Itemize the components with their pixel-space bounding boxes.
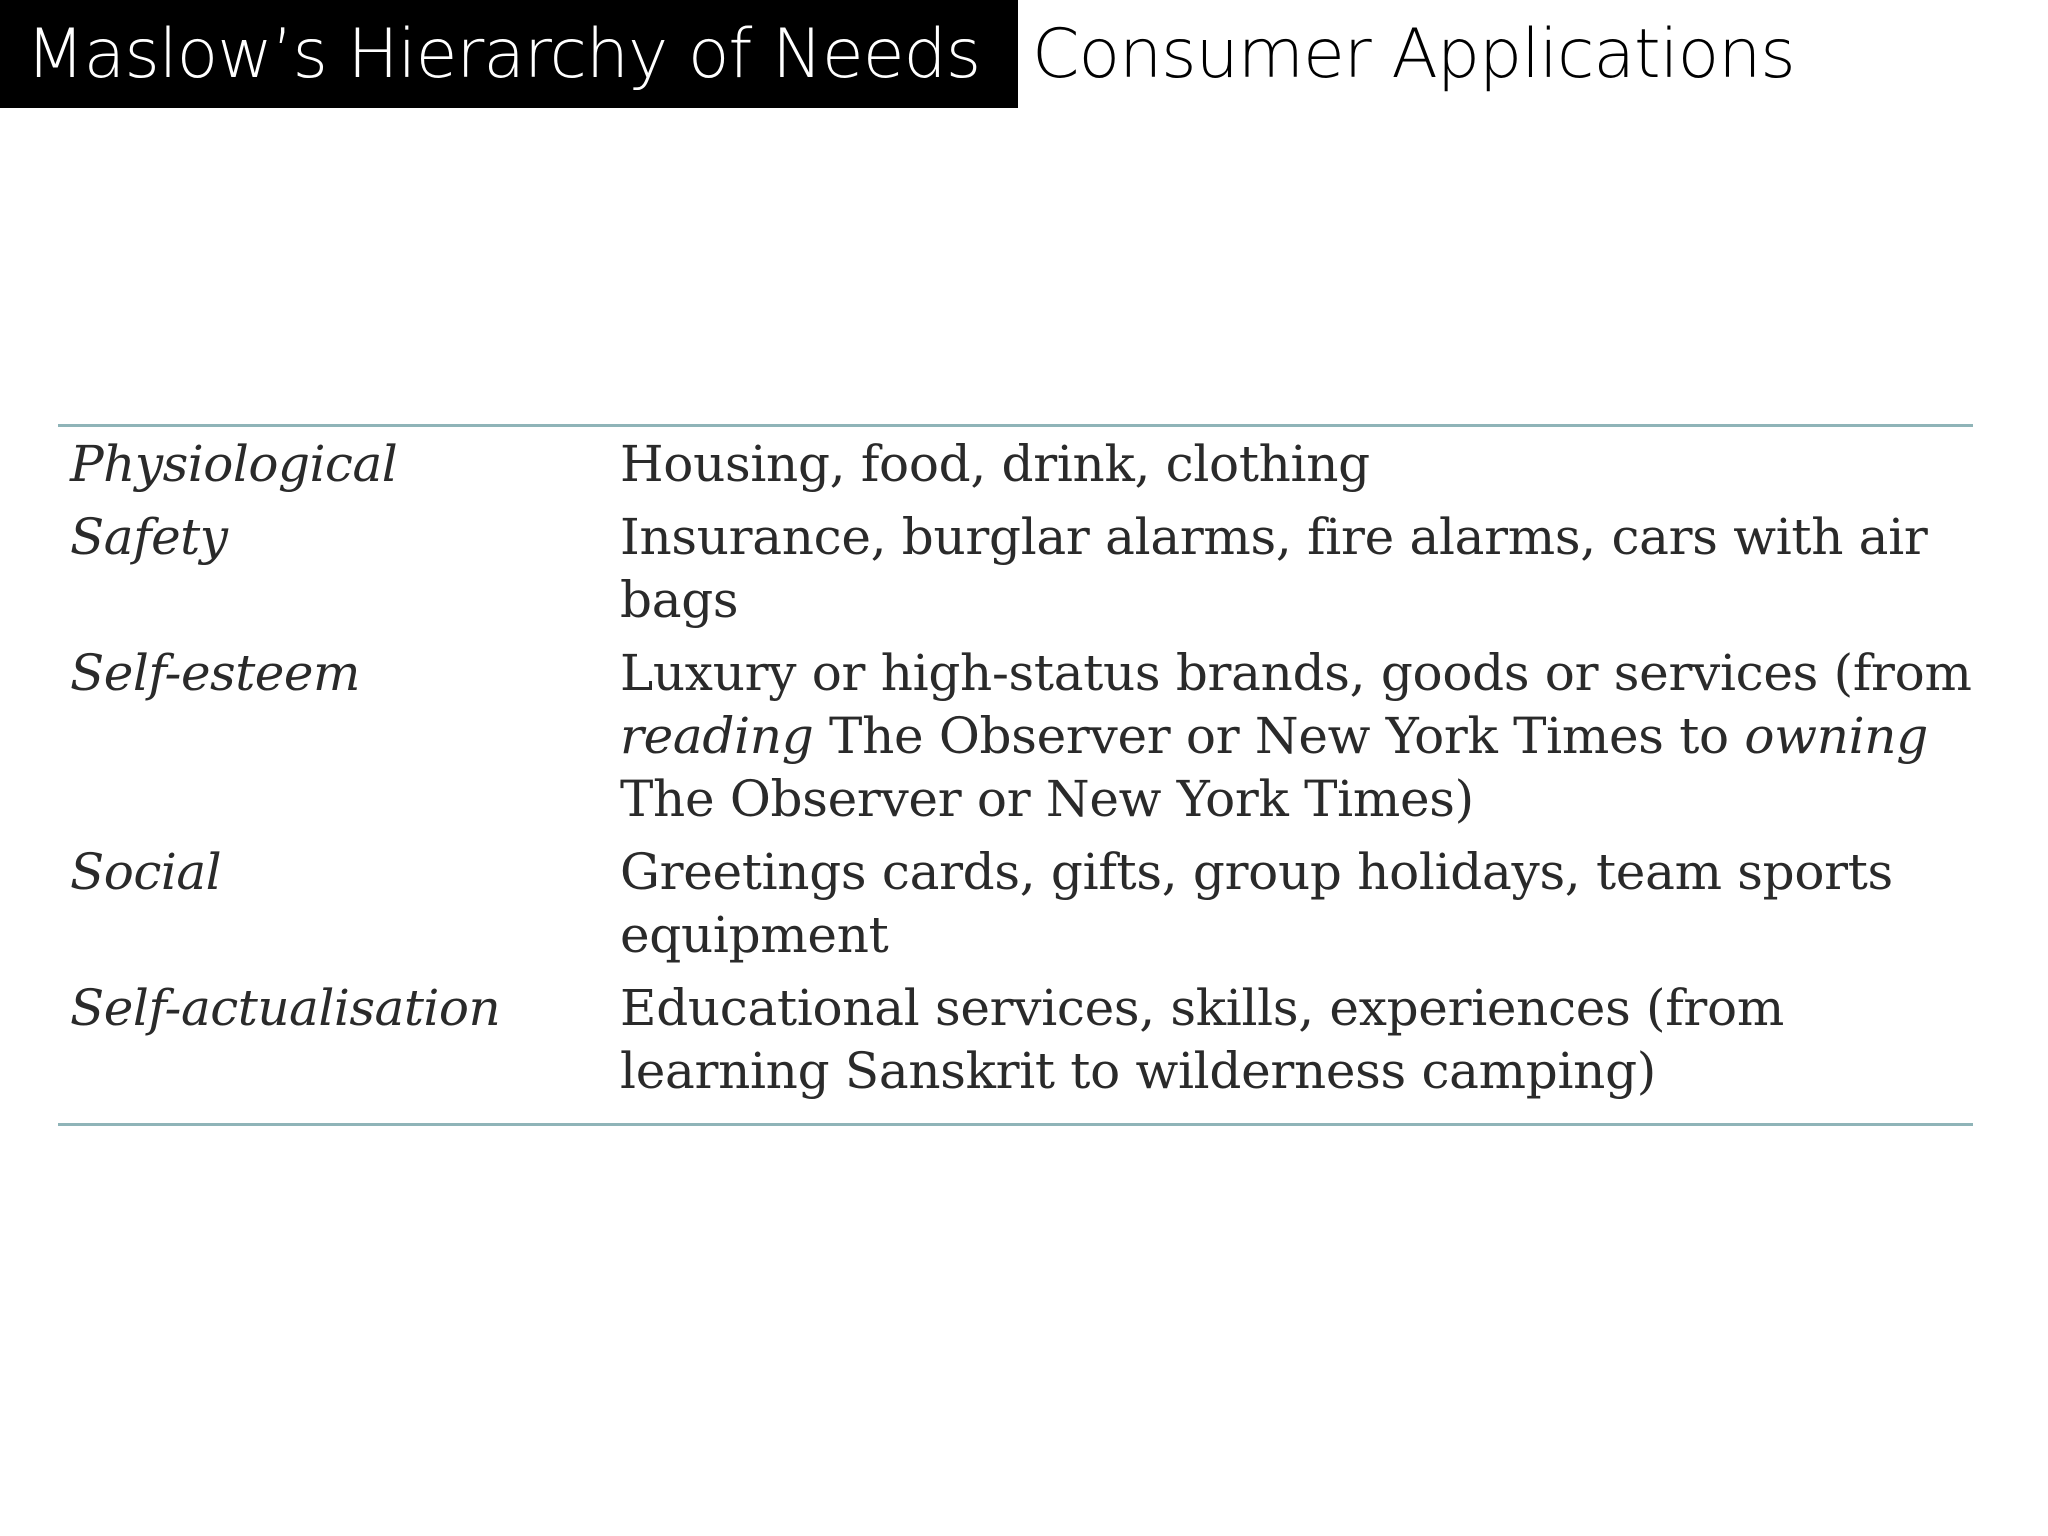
slide-header bbox=[0, 0, 1795, 108]
table-bottom-rule bbox=[58, 1123, 1973, 1126]
table-row bbox=[58, 433, 1973, 506]
need-cell: Social bbox=[70, 843, 222, 901]
applications-cell bbox=[620, 506, 1973, 642]
applications-emphasis: reading bbox=[620, 707, 814, 765]
slide-title: Maslow’s Hierarchy of Needs bbox=[0, 0, 1018, 108]
applications-text: The Observer or New York Times) bbox=[620, 770, 1474, 828]
need-cell: Physiological bbox=[70, 435, 398, 493]
applications-text: Luxury or high-status brands, goods or services (from bbox=[620, 644, 1972, 702]
needs-applications-table bbox=[58, 433, 1973, 1113]
applications-emphasis: owning bbox=[1744, 707, 1928, 765]
applications-text: Greetings cards, gifts, group holidays, team sports equipment bbox=[620, 843, 1893, 964]
needs-table bbox=[58, 424, 1973, 1126]
applications-text: The Observer or New York Times to bbox=[813, 707, 1745, 765]
need-cell: Self-actualisation bbox=[70, 979, 501, 1037]
need-cell: Self-esteem bbox=[70, 644, 360, 702]
applications-cell bbox=[620, 433, 1973, 506]
applications-text: Educational services, skills, experiences (from learning Sanskrit to wilderness camping) bbox=[620, 979, 1784, 1100]
applications-text: Housing, food, drink, clothing bbox=[620, 435, 1370, 493]
table-body bbox=[58, 433, 1973, 1113]
table-top-rule bbox=[58, 424, 1973, 427]
table-row bbox=[58, 506, 1973, 642]
applications-cell bbox=[620, 642, 1973, 841]
slide-subtitle: Consumer Applications bbox=[1032, 14, 1795, 94]
table-row bbox=[58, 977, 1973, 1113]
table-row bbox=[58, 642, 1973, 841]
need-cell: Safety bbox=[70, 508, 228, 566]
table-row bbox=[58, 841, 1973, 977]
applications-text: Insurance, burglar alarms, fire alarms, cars with air bags bbox=[620, 508, 1928, 629]
applications-cell bbox=[620, 977, 1973, 1113]
applications-cell bbox=[620, 841, 1973, 977]
